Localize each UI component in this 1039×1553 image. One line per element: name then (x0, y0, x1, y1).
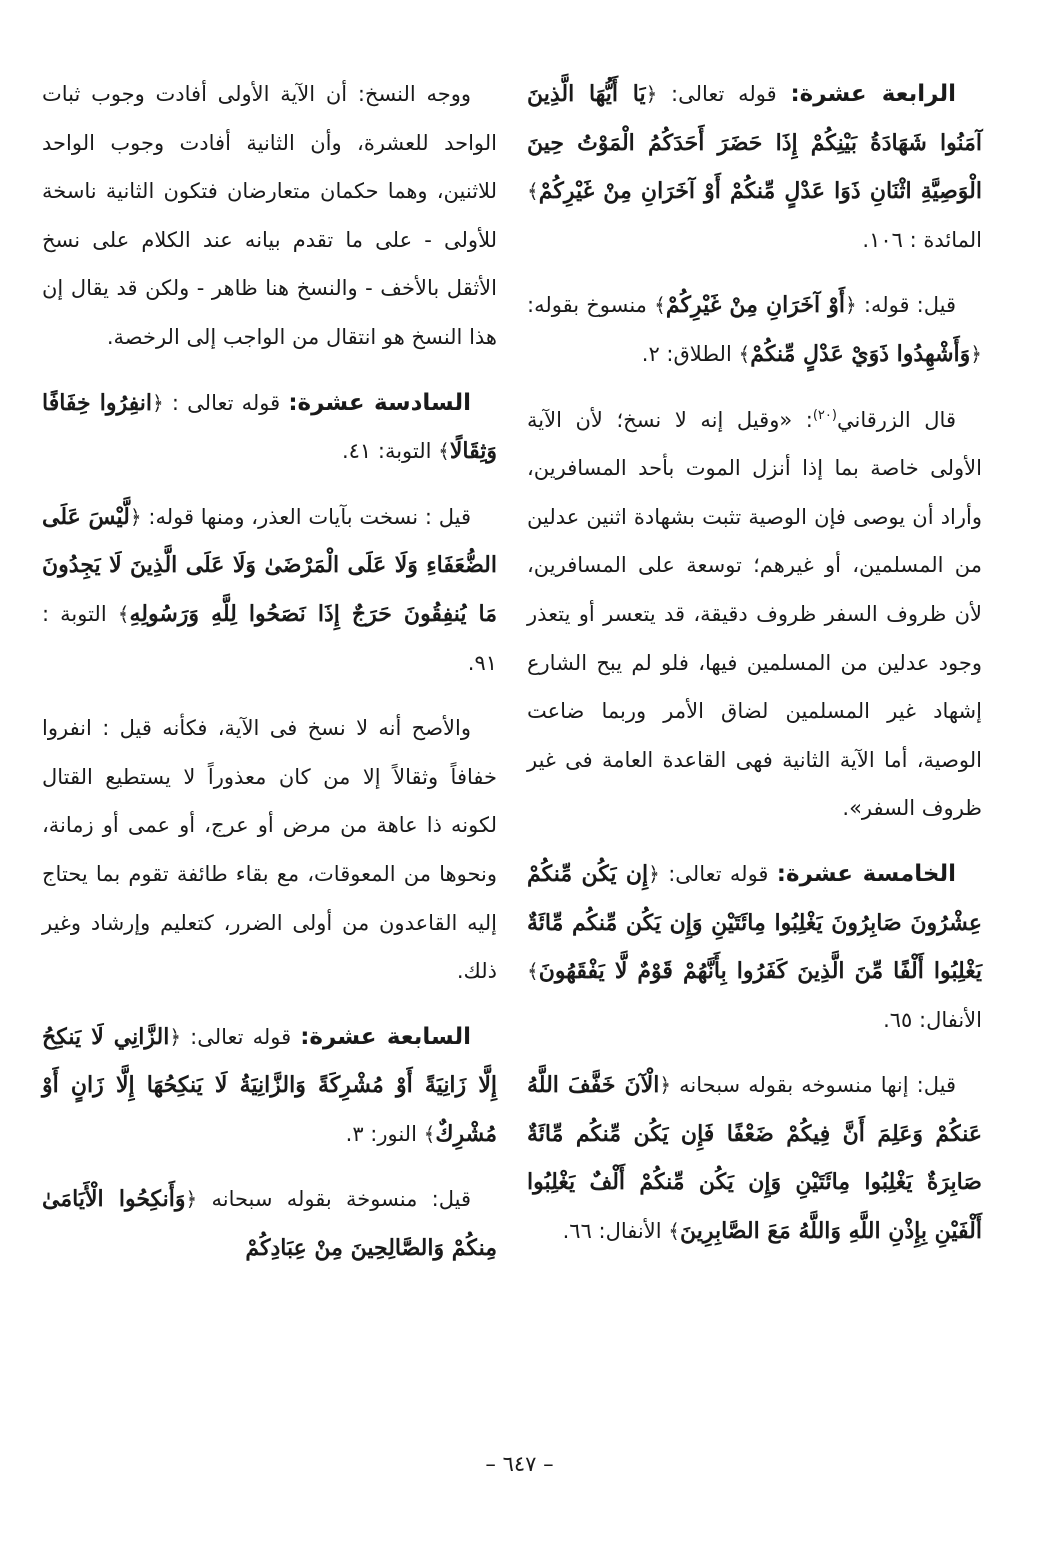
intro-text: قوله تعالى: (657, 82, 791, 106)
quran-verse: الزَّانِي لَا يَنكِحُ إِلَّا زَانِيَةً أَوْ مُشْرِكَةً وَالزَّانِيَةُ لَا يَنكِحُهَا إِلَّا زَانٍ أَوْ مُشْرِكٌ (42, 1023, 497, 1147)
verse-open-bracket: ﴿ (185, 1187, 198, 1212)
section-heading: الخامسة عشرة: (776, 860, 956, 887)
section-heading: السادسة عشرة: (288, 389, 471, 416)
intro-text: قوله تعالى: (659, 861, 777, 886)
paragraph-16th-verse (42, 379, 497, 476)
intro-text: قيل: منسوخة بقوله سبحانه (197, 1187, 471, 1212)
verse-open-bracket: ﴿ (648, 861, 660, 886)
verse-reference: النور: ٣. (345, 1121, 424, 1146)
quote-text: : «وقيل إنه لا نسخ؛ لأن الآية الأولى خاصة بما إذا أنزل الموت بأحد المسافرين، وأراد أن يوصى فإن الوصية تثبت بشهادة اثنين عدلين من المسلمين، أو غيرهم؛ توسعة على المسافرين، لأن ظروف السفر ظروف دقيقة، قد يتعسر أو يتعذر وجود عدلين من المسلمين فيها، فلو لم يبح الشارع إشهاد غير المسلمين لضاق الأمر وربما ضاعت الوصية، أما الآية الثانية فهى القاعدة العامة فى غير ظروف السفر». (527, 407, 982, 821)
intro-text: قيل: قوله: (856, 293, 957, 318)
verse-open-bracket: ﴿ (659, 1073, 672, 1098)
verse-reference: الطلاق: ٢. (641, 341, 739, 366)
paragraph-zurqani-quote (527, 396, 982, 833)
intro-text: قيل: إنها منسوخه بقوله سبحانه (671, 1073, 956, 1098)
verse-close-bracket: ﴾ (527, 959, 539, 984)
body-text: ووجه النسخ: أن الآية الأولى أفادت وجوب ثبات الواحد للعشرة، وأن الثانية أفادت وجوب الواحد للاثنين، وهما حكمان متعارضان فتكون الثانية ناسخة للأولى - على ما تقدم بيانه عند الكلام على نسخ الأثقل بالأخف - والنسخ هنا ظاهر - ولكن قد يقال إن هذا النسخ هو انتقال من الواجب إلى الرخصة. (42, 82, 497, 349)
paragraph-abrogation-claim (527, 281, 982, 378)
verse-reference: المائدة : ١٠٦. (862, 227, 982, 252)
verse-close-bracket: ﴾ (527, 179, 539, 204)
verse-close-bracket: ﴾ (438, 439, 450, 464)
paragraph-15th-abrogation (527, 1061, 982, 1255)
intro-text: قيل : نسخت بآيات العذر، ومنها قوله: (141, 504, 472, 529)
verse-reference: التوبة: ٤١. (341, 439, 439, 464)
verse-reference: الأنفال: ٦٥. (883, 1007, 982, 1032)
quran-verse: الْآنَ خَفَّفَ اللَّهُ عَنكُمْ وَعَلِمَ أَنَّ فِيكُمْ ضَعْفًا فَإِن يَكُن مِّنكُم مِّائَةٌ صَابِرَةٌ يَغْلِبُوا مِائَتَيْنِ وَإِن يَكُن مِّنكُمْ أَلْفٌ يَغْلِبُوا أَلْفَيْنِ بِإِذْنِ اللَّهِ وَاللَّهُ مَعَ الصَّابِرِينَ (527, 1072, 982, 1245)
paragraph-no-abrogation (42, 704, 497, 996)
paragraph-16th-abrogation (42, 493, 497, 687)
quran-verse: وَأَنكِحُوا الْأَيَامَىٰ مِنكُمْ وَالصَّالِحِينَ مِنْ عِبَادِكُمْ (42, 1186, 497, 1262)
verse-reference: الأنفال: ٦٦. (562, 1219, 669, 1244)
quran-verse: انفِرُوا خِفَافًا وَثِقَالًا (42, 389, 497, 465)
quran-verse: يَا أَيُّهَا الَّذِينَ آمَنُوا شَهَادَةُ بَيْنِكُمْ إِذَا حَضَرَ أَحَدَكُمُ الْمَوْتُ حِينَ الْوَصِيَّةِ اثْنَانِ ذَوَا عَدْلٍ مِّنكُمْ أَوْ آخَرَانِ مِنْ غَيْرِكُمْ (527, 81, 982, 205)
quran-verse: لَّيْسَ عَلَى الضُّعَفَاءِ وَلَا عَلَى الْمَرْضَىٰ وَلَا عَلَى الَّذِينَ لَا يَجِدُونَ مَا يُنفِقُونَ حَرَجٌ إِذَا نَصَحُوا لِلَّهِ وَرَسُولِهِ (42, 503, 497, 627)
page-number: – ٦٤٧ – (485, 1452, 554, 1476)
section-heading: الرابعة عشرة: (790, 81, 956, 107)
verse-close-bracket: ﴾ (654, 293, 666, 318)
verse-open-bracket: ﴿ (129, 504, 142, 529)
section-heading: السابعة عشرة: (300, 1023, 471, 1050)
verse-open-bracket: ﴿ (970, 341, 982, 366)
verse-open-bracket: ﴿ (152, 390, 164, 415)
paragraph-14th-verse (527, 70, 982, 264)
paragraph-15th-verse (527, 850, 982, 1044)
intro-text: قوله تعالى : (163, 390, 289, 415)
quran-verse: وَأَشْهِدُوا ذَوَيْ عَدْلٍ مِّنكُمْ (750, 340, 971, 367)
mid-text: منسوخ بقوله: (527, 293, 655, 318)
verse-close-bracket: ﴾ (117, 601, 130, 626)
verse-open-bracket: ﴿ (845, 293, 857, 318)
right-column (527, 70, 982, 1256)
verse-close-bracket: ﴾ (668, 1219, 680, 1244)
quote-intro: قال الزرقاني (836, 407, 956, 432)
quran-verse: أَوْ آخَرَانِ مِنْ غَيْرِكُمْ (665, 292, 846, 319)
verse-open-bracket: ﴿ (645, 82, 658, 106)
paragraph-17th-verse (42, 1013, 497, 1159)
paragraph-abrogation-reason (42, 70, 497, 362)
verse-reference: التوبة : ٩١. (42, 601, 497, 675)
quran-verse: إِن يَكُن مِّنكُمْ عِشْرُونَ صَابِرُونَ يَغْلِبُوا مِائَتَيْنِ وَإِن يَكُن مِّنكُم مِّائَةٌ يَغْلِبُوا أَلْفًا مِّنَ الَّذِينَ كَفَرُوا بِأَنَّهُمْ قَوْمٌ لَّا يَفْقَهُونَ (527, 860, 982, 985)
verse-close-bracket: ﴾ (423, 1121, 436, 1146)
left-column (42, 70, 497, 1273)
body-text: والأصح أنه لا نسخ فى الآية، فكأنه قيل : انفروا خفافاً وثقالاً إلا من كان معذوراً لا يستطيع القتال لكونه ذا عاهة من مرض أو عرج، أو عمى أو زمانة، ونحوها من المعوقات، مع بقاء طائفة تقوم بما يحتاج إليه القاعدون من أولى الضرر، كتعليم وإرشاد وغير ذلك. (42, 716, 497, 984)
verse-close-bracket: ﴾ (738, 341, 751, 366)
verse-open-bracket: ﴿ (169, 1024, 182, 1049)
footnote-marker: (٢٠) (812, 407, 837, 423)
paragraph-17th-abrogation (42, 1175, 497, 1272)
intro-text: قوله تعالى: (181, 1024, 301, 1049)
